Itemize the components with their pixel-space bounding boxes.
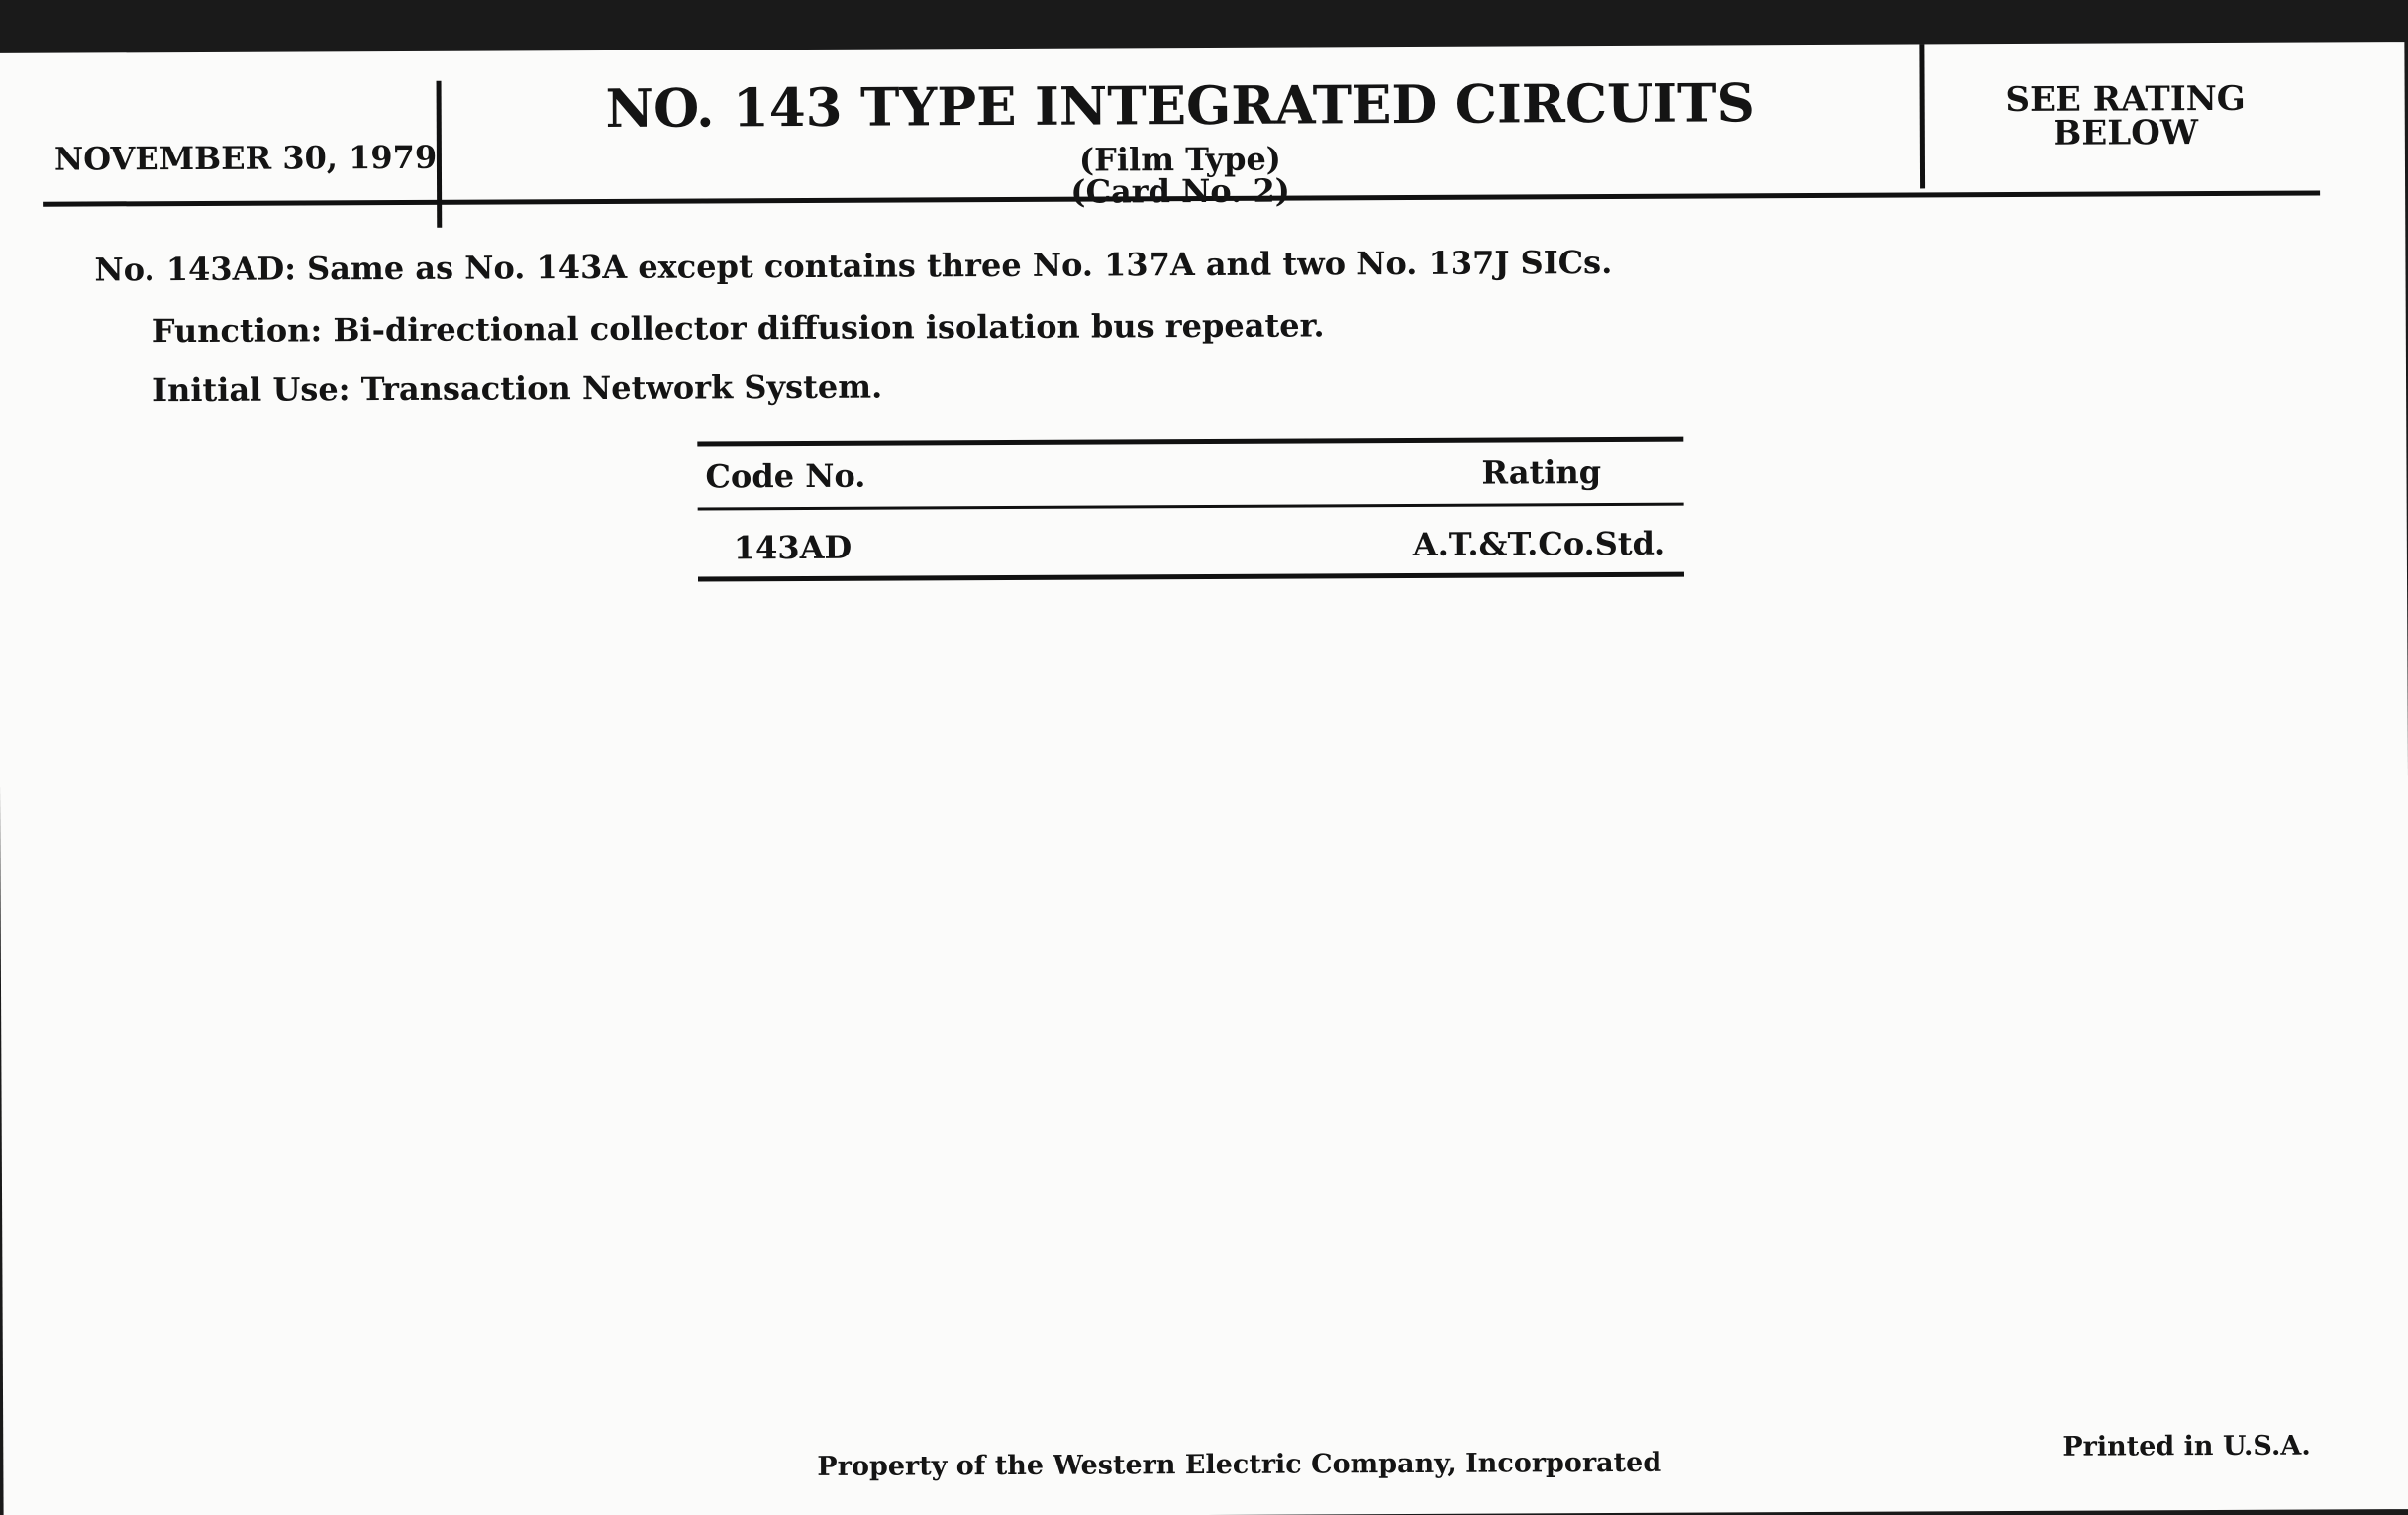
property-notice: Property of the Western Electric Company, Incorporated <box>817 1447 1662 1482</box>
table-bottom-rule <box>698 572 1684 582</box>
function-text: Function: Bi-directional collector diffusion isolation bus repeater. <box>151 306 1325 351</box>
printed-notice: Printed in U.S.A. <box>2062 1430 2311 1463</box>
catalog-card <box>0 42 2408 1515</box>
table-header-rule <box>698 503 1684 511</box>
subtitle-card-number: (Card No. 2) <box>1070 171 1290 211</box>
table-header-rating: Rating <box>1481 454 1602 492</box>
initial-use-text: Initial Use: Transaction Network System. <box>151 367 883 410</box>
table-cell-code: 143AD <box>733 528 853 567</box>
rating-note <box>1938 78 2314 153</box>
table-header-code: Code No. <box>705 456 866 496</box>
subtitle-film-type: (Film Type) <box>1078 140 1281 179</box>
table-top-rule <box>697 437 1683 447</box>
description-text: No. 143AD: Same as No. 143A except contains three No. 137A and two No. 137J SICs. <box>94 243 1613 289</box>
rating-note-line-1: SEE RATING <box>2005 78 2246 121</box>
table-cell-rating: A.T.&T.Co.Std. <box>1412 524 1666 563</box>
header-divider-left <box>437 81 443 228</box>
rating-note-line-2: BELOW <box>2053 113 2199 153</box>
issue-date: NOVEMBER 30, 1979 <box>53 138 438 178</box>
page-title: NO. 143 TYPE INTEGRATED CIRCUITS <box>605 72 1755 140</box>
header-divider-right <box>1919 44 1925 188</box>
